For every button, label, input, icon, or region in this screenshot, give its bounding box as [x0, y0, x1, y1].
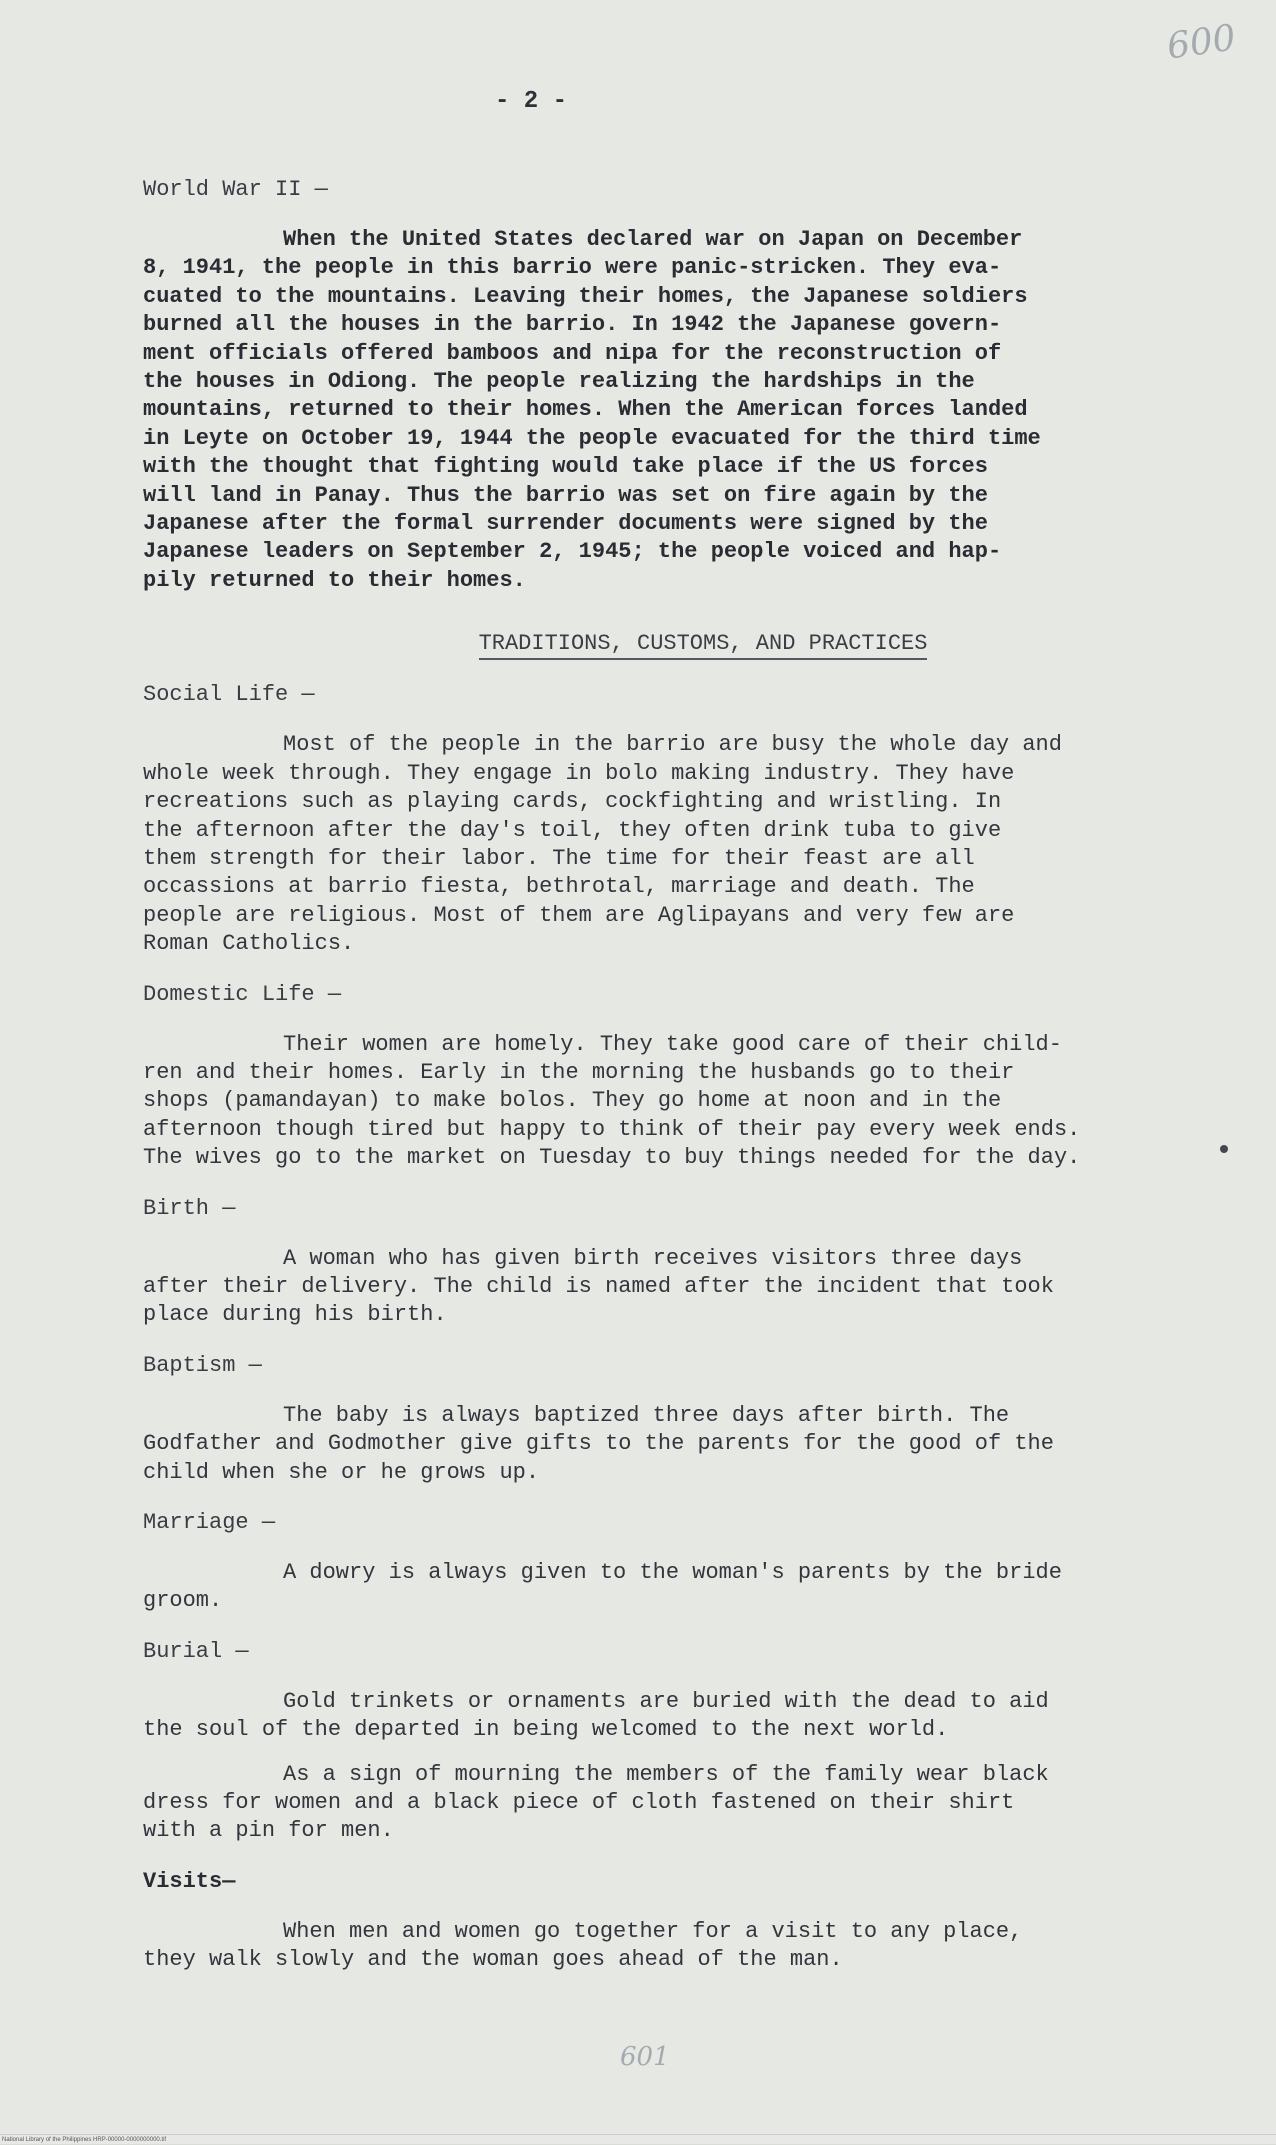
page-number: - 2 -	[495, 88, 568, 115]
document-body	[143, 176, 1153, 1975]
paragraph-burial-2: As a sign of mourning the members of the family wear black dress for women and a black piece of cloth fastened on their shirt with a pin for men.	[143, 1761, 1049, 1844]
scan-footer: National Library of the Philippines HRP-00000-0000000000.tif	[0, 2134, 1276, 2144]
paragraph-baptism: The baby is always baptized three days after birth. The Godfather and Godmother give gifts to the parents for the good of the child when she or he grows up.	[143, 1402, 1054, 1485]
paragraph-world-war-ii: When the United States declared war on Japan on December 8, 1941, the people in this barrio were panic-stricken. They eva- cuated to the mountains. Leaving their homes, the Japanese soldiers burned all the houses in the barrio. In 1942 the Japanese govern- ment officials offered bamboos and nipa for the reconstruction of the houses in Odiong. The people realizing the hardships in the mountains, returned to their homes. When the American forces landed in Leyte on October 19, 1944 the people evacuated for the third time with the thought that fighting would take place if the US forces will land in Panay. Thus the barrio was set on fire again by the Japanese after the formal surrender documents were signed by the Japanese leaders on September 2, 1945; the people voiced and hap- pily returned to their homes.	[143, 227, 1041, 593]
section-heading-burial: Burial —	[143, 1638, 249, 1664]
section-heading-marriage: Marriage —	[143, 1510, 276, 1535]
section-heading-birth: Birth —	[143, 1195, 236, 1221]
traditions-title-text: TRADITIONS, CUSTOMS, AND PRACTICES	[479, 631, 928, 660]
paragraph-burial-1: Gold trinkets or ornaments are buried with the dead to aid the soul of the departed in being welcomed to the next world.	[143, 1688, 1049, 1743]
paragraph-marriage: A dowry is always given to the woman's parents by the bride groom.	[143, 1560, 1062, 1614]
section-heading-domestic-life: Domestic Life —	[143, 981, 342, 1007]
handwritten-bottom-annotation: 601	[620, 2042, 670, 2072]
paragraph-social-life: Most of the people in the barrio are busy the whole day and whole week through. They engage in bolo making industry. They have recreations such as playing cards, cockfighting and wristling. In the afternoon after the day's toil, they often drink tuba to give them strength for their labor. The time for their feast are all occassions at barrio fiesta, bethrotal, marriage and death. The people are religious. Most of them are Aglipayans and very few are Roman Catholics.	[143, 732, 1062, 957]
section-heading-baptism: Baptism —	[143, 1352, 262, 1378]
paragraph-birth: A woman who has given birth receives visitors three days after their delivery. The child is named after the incident that took place during his birth.	[143, 1245, 1054, 1328]
paragraph-visits: When men and women go together for a visit to any place, they walk slowly and the woman goes ahead of the man.	[143, 1918, 1023, 1973]
handwritten-page-annotation: 600	[1164, 17, 1239, 68]
section-heading-social-life: Social Life —	[143, 682, 315, 708]
section-heading-visits: Visits—	[143, 1868, 236, 1894]
section-title-traditions	[143, 629, 1153, 659]
paragraph-domestic-life: Their women are homely. They take good care of their child- ren and their homes. Early in the morning the husbands go to their shops (pamandayan) to make bolos. They go home at noon and in the afternoon though tired but happy to think of their pay every week ends. The wives go to the market on Tuesday to buy things needed for the day.	[143, 1031, 1081, 1171]
ink-dot-mark	[1220, 1145, 1228, 1153]
section-heading-world-war-ii: World War II —	[143, 177, 328, 202]
